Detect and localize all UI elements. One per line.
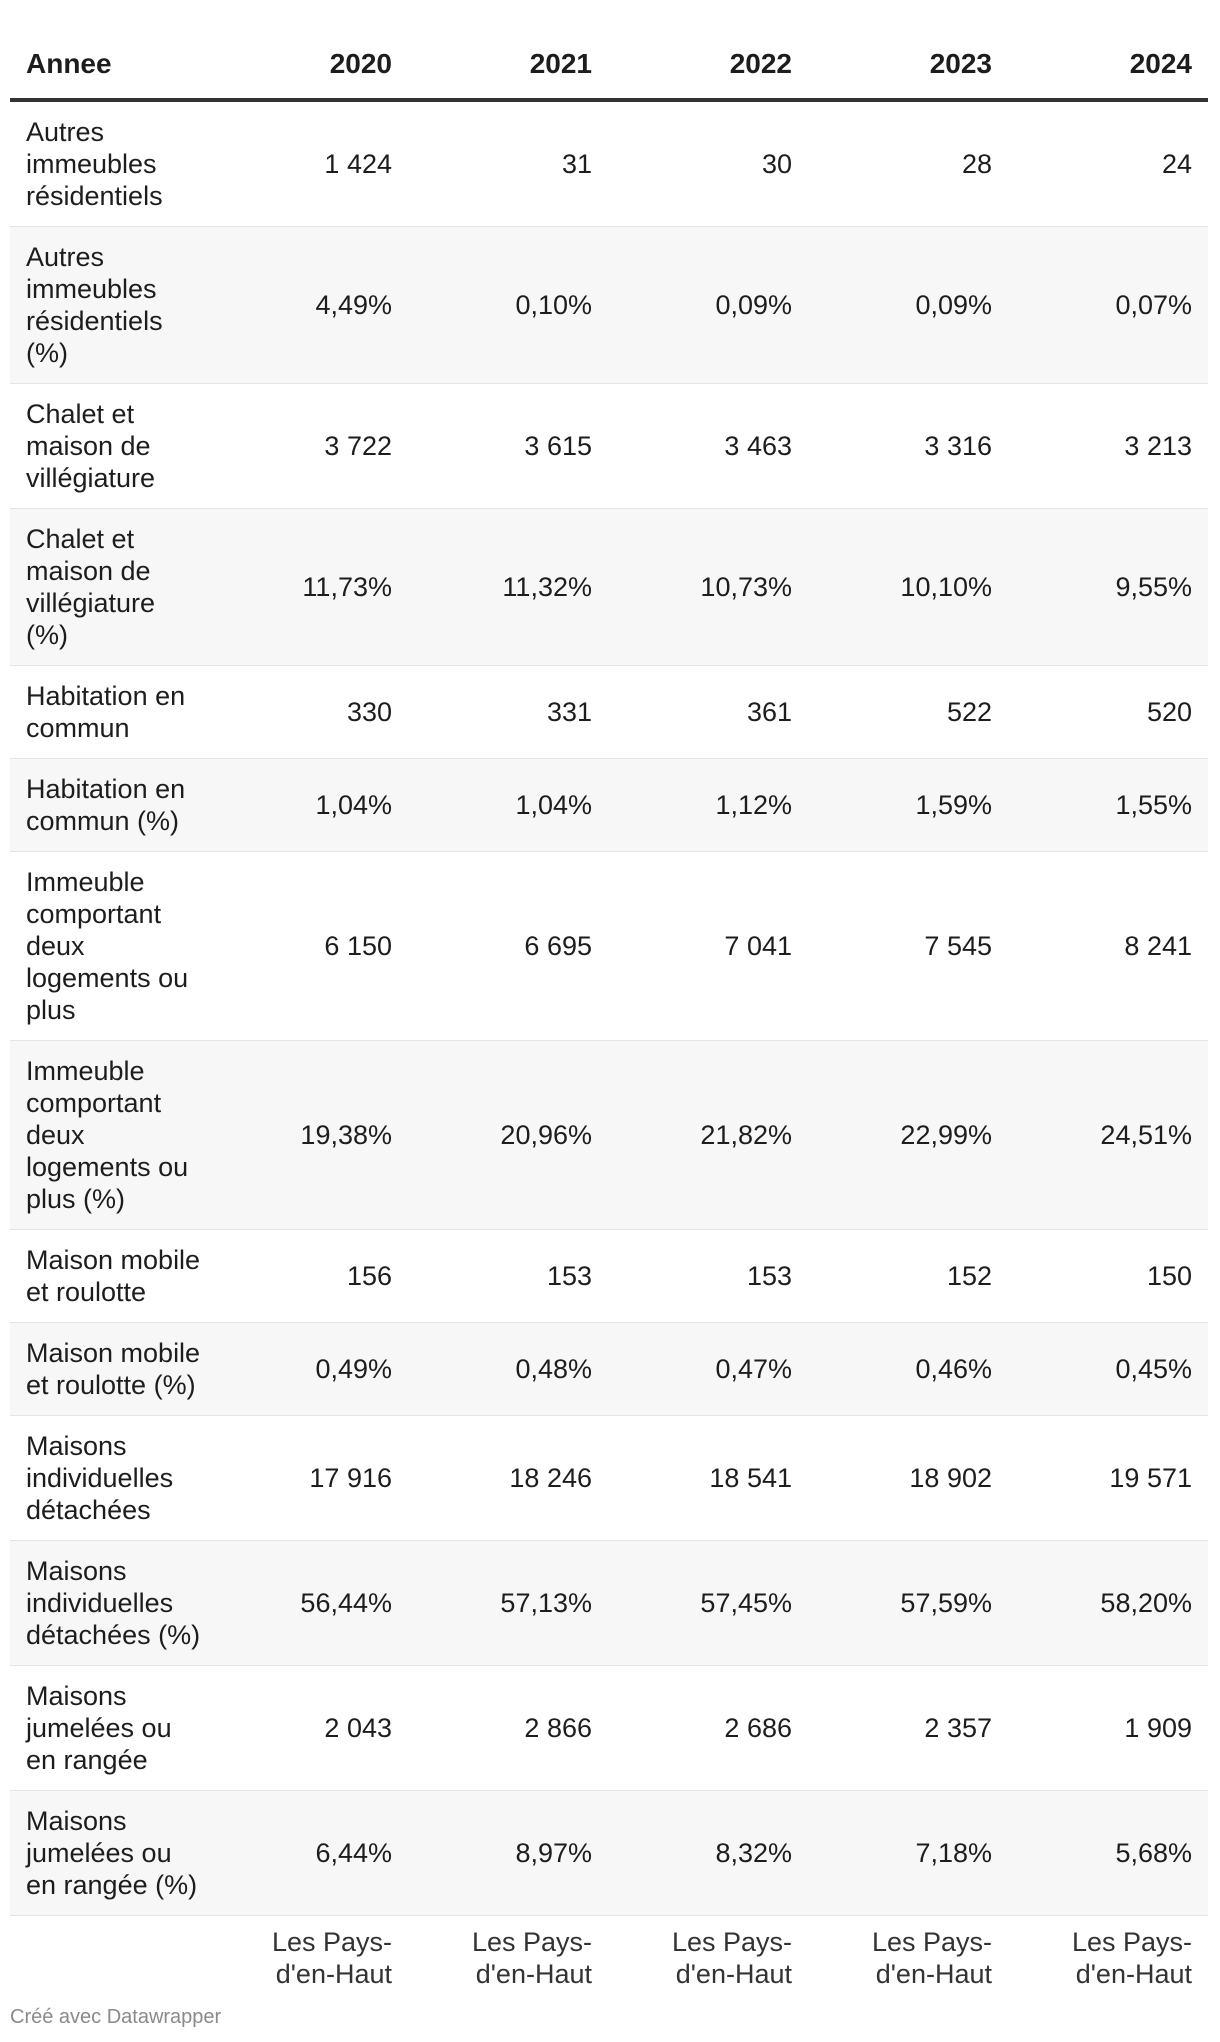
column-header-2023[interactable]: 2023 [808, 30, 1008, 100]
table-cell-2021: 57,13% [408, 1541, 608, 1666]
table-cell-2024: 5,68% [1008, 1791, 1208, 1916]
table-cell-2024: 520 [1008, 666, 1208, 759]
footer-cell-region: Les Pays-d'en-Haut [871, 1927, 992, 1989]
table-body [10, 100, 1208, 1916]
column-header-annee[interactable]: Annee [10, 30, 208, 100]
column-header-2022[interactable]: 2022 [608, 30, 808, 100]
table-cell-2021: 1,04% [408, 759, 608, 852]
table-cell-2023: 0,09% [808, 227, 1008, 384]
table-cell-2022: 57,45% [608, 1541, 808, 1666]
table-row [10, 1541, 1208, 1666]
table-cell-2024: 150 [1008, 1230, 1208, 1323]
row-label: Chalet et maison de villégiature [10, 384, 208, 509]
table-cell-2022: 18 541 [608, 1416, 808, 1541]
table-cell-2022: 2 686 [608, 1666, 808, 1791]
table-cell-2021: 8,97% [408, 1791, 608, 1916]
table-cell-2021: 3 615 [408, 384, 608, 509]
table-cell-2022: 30 [608, 100, 808, 227]
table-cell-2020: 156 [208, 1230, 408, 1323]
table-row [10, 666, 1208, 759]
footer-cell-region: Les Pays-d'en-Haut [1071, 1927, 1192, 1989]
table-row [10, 1791, 1208, 1916]
footer-cell-region: Les Pays-d'en-Haut [271, 1927, 392, 1989]
table-row [10, 227, 1208, 384]
row-label: Maison mobile et roulotte [10, 1230, 208, 1323]
table-row [10, 100, 1208, 227]
table-cell-2024: 0,45% [1008, 1323, 1208, 1416]
table-row [10, 1041, 1208, 1230]
table-cell-2023: 22,99% [808, 1041, 1008, 1230]
table-row [10, 852, 1208, 1041]
column-header-2021[interactable]: 2021 [408, 30, 608, 100]
table-cell-2020: 6 150 [208, 852, 408, 1041]
header-row [10, 30, 1208, 100]
table-cell-2023: 1,59% [808, 759, 1008, 852]
table-cell-2022: 153 [608, 1230, 808, 1323]
table-cell-2020: 17 916 [208, 1416, 408, 1541]
table-cell-2020: 3 722 [208, 384, 408, 509]
table-cell-2020: 6,44% [208, 1791, 408, 1916]
row-label: Habitation en commun (%) [10, 759, 208, 852]
table-cell-2023: 0,46% [808, 1323, 1008, 1416]
column-header-2020[interactable]: 2020 [208, 30, 408, 100]
table-cell-2024: 8 241 [1008, 852, 1208, 1041]
datawrapper-credit[interactable]: Créé avec Datawrapper [10, 2006, 222, 2028]
table-cell-2021: 6 695 [408, 852, 608, 1041]
table-cell-2023: 522 [808, 666, 1008, 759]
data-table [10, 30, 1208, 1990]
table-row [10, 759, 1208, 852]
table-cell-2024: 3 213 [1008, 384, 1208, 509]
table-row [10, 384, 1208, 509]
row-label: Immeuble comportant deux logements ou plus [10, 852, 208, 1041]
table-row [10, 1323, 1208, 1416]
row-label: Immeuble comportant deux logements ou plus (%) [10, 1041, 208, 1230]
table-cell-2023: 28 [808, 100, 1008, 227]
table-cell-2020: 4,49% [208, 227, 408, 384]
table-cell-2023: 2 357 [808, 1666, 1008, 1791]
table-cell-2022: 10,73% [608, 509, 808, 666]
footer-row [10, 1916, 1208, 1991]
table-cell-2024: 24,51% [1008, 1041, 1208, 1230]
table-cell-2022: 361 [608, 666, 808, 759]
row-label: Chalet et maison de villégiature (%) [10, 509, 208, 666]
row-label: Maison mobile et roulotte (%) [10, 1323, 208, 1416]
table-cell-2020: 19,38% [208, 1041, 408, 1230]
table-cell-2022: 21,82% [608, 1041, 808, 1230]
table-cell-2021: 331 [408, 666, 608, 759]
table-cell-2023: 3 316 [808, 384, 1008, 509]
row-label: Habitation en commun [10, 666, 208, 759]
table-cell-2021: 18 246 [408, 1416, 608, 1541]
table-cell-2024: 19 571 [1008, 1416, 1208, 1541]
table-cell-2022: 1,12% [608, 759, 808, 852]
table-cell-2024: 24 [1008, 100, 1208, 227]
footer-cell-region: Les Pays-d'en-Haut [471, 1927, 592, 1989]
footer-cell-region: Les Pays-d'en-Haut [671, 1927, 792, 1989]
table-cell-2020: 0,49% [208, 1323, 408, 1416]
footer-cell-label [10, 1916, 208, 1991]
table-cell-2021: 0,48% [408, 1323, 608, 1416]
table-cell-2020: 330 [208, 666, 408, 759]
table-cell-2021: 20,96% [408, 1041, 608, 1230]
column-header-2024[interactable]: 2024 [1008, 30, 1208, 100]
table-cell-2022: 8,32% [608, 1791, 808, 1916]
row-label: Maisons individuelles détachées (%) [10, 1541, 208, 1666]
table-cell-2024: 0,07% [1008, 227, 1208, 384]
table-cell-2023: 152 [808, 1230, 1008, 1323]
table-cell-2021: 0,10% [408, 227, 608, 384]
table-cell-2024: 9,55% [1008, 509, 1208, 666]
table-cell-2021: 31 [408, 100, 608, 227]
table-cell-2023: 57,59% [808, 1541, 1008, 1666]
table-cell-2020: 2 043 [208, 1666, 408, 1791]
table-row [10, 509, 1208, 666]
row-label: Maisons jumelées ou en rangée (%) [10, 1791, 208, 1916]
table-cell-2021: 153 [408, 1230, 608, 1323]
table-cell-2023: 7,18% [808, 1791, 1008, 1916]
table-cell-2021: 11,32% [408, 509, 608, 666]
table-cell-2021: 2 866 [408, 1666, 608, 1791]
table-cell-2022: 0,47% [608, 1323, 808, 1416]
table-cell-2020: 11,73% [208, 509, 408, 666]
table-cell-2023: 7 545 [808, 852, 1008, 1041]
row-label: Maisons jumelées ou en rangée [10, 1666, 208, 1791]
table-cell-2020: 56,44% [208, 1541, 408, 1666]
table-cell-2024: 1 909 [1008, 1666, 1208, 1791]
table-row [10, 1666, 1208, 1791]
table-row [10, 1416, 1208, 1541]
table-cell-2022: 3 463 [608, 384, 808, 509]
table-cell-2020: 1,04% [208, 759, 408, 852]
table-cell-2023: 18 902 [808, 1416, 1008, 1541]
table-cell-2024: 58,20% [1008, 1541, 1208, 1666]
row-label: Autres immeubles résidentiels (%) [10, 227, 208, 384]
table-cell-2022: 7 041 [608, 852, 808, 1041]
table-row [10, 1230, 1208, 1323]
row-label: Maisons individuelles détachées [10, 1416, 208, 1541]
table-cell-2024: 1,55% [1008, 759, 1208, 852]
table-cell-2023: 10,10% [808, 509, 1008, 666]
table-cell-2022: 0,09% [608, 227, 808, 384]
row-label: Autres immeubles résidentiels [10, 100, 208, 227]
table-cell-2020: 1 424 [208, 100, 408, 227]
